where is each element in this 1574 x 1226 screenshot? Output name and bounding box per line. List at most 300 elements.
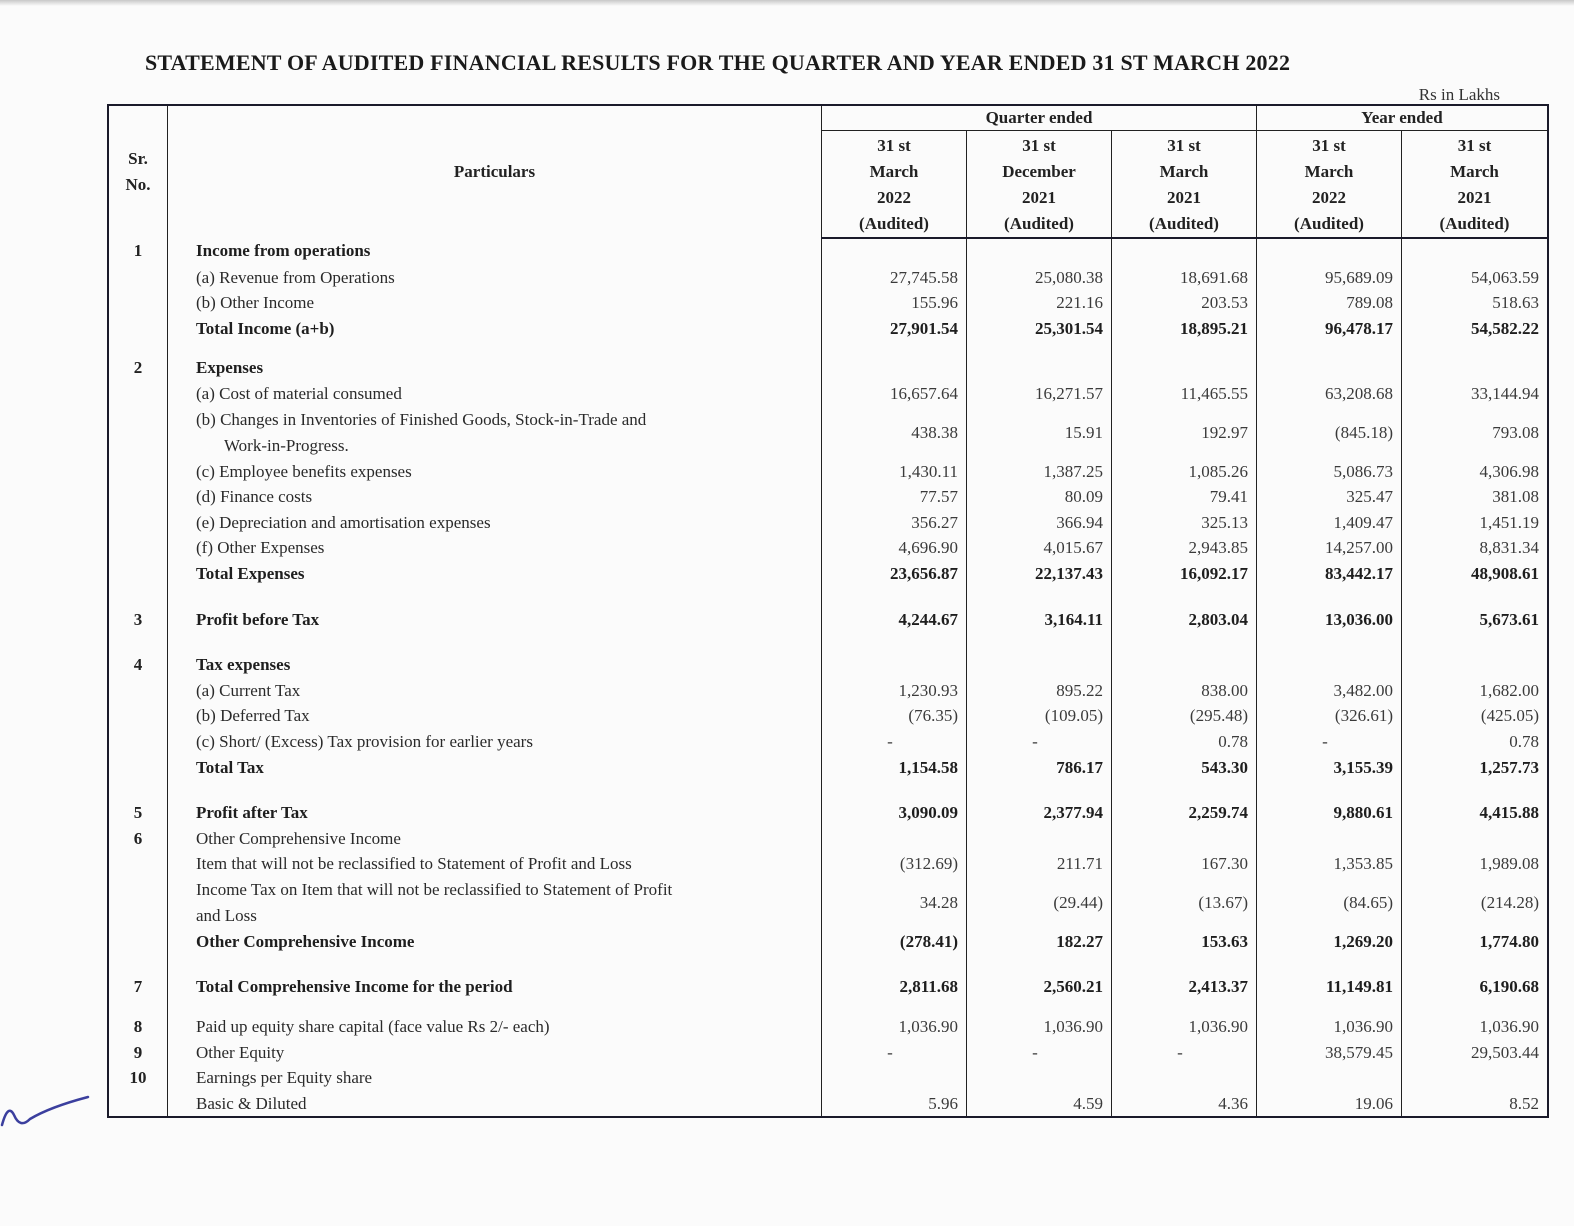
value-cell bbox=[822, 607, 967, 633]
value-cell bbox=[822, 238, 967, 265]
value-cell bbox=[822, 381, 967, 407]
value-cell bbox=[822, 1091, 967, 1118]
column-header-5 bbox=[1402, 131, 1549, 239]
table-row bbox=[108, 265, 1548, 291]
value-text: - bbox=[1177, 1042, 1183, 1062]
value-text: 4,015.67 bbox=[1043, 538, 1103, 558]
value-text: 16,092.17 bbox=[1180, 563, 1248, 583]
value-text: 4,696.90 bbox=[898, 538, 958, 558]
value-cell bbox=[822, 729, 967, 755]
column-header-line2: March bbox=[869, 162, 919, 181]
value-cell bbox=[1112, 484, 1257, 510]
particulars-text: (b) Deferred Tax bbox=[196, 706, 310, 726]
particulars-text: Total Tax bbox=[196, 757, 264, 777]
value-text: 3,090.09 bbox=[898, 803, 958, 823]
value-cell bbox=[822, 703, 967, 729]
value-cell bbox=[1402, 877, 1549, 929]
value-cell bbox=[1257, 355, 1402, 381]
value-text: 25,080.38 bbox=[1035, 267, 1103, 287]
value-text: 221.16 bbox=[1056, 293, 1103, 313]
table-row bbox=[108, 355, 1548, 381]
value-text: (425.05) bbox=[1480, 706, 1539, 726]
row-sr-no bbox=[108, 484, 168, 510]
value-text: 0.78 bbox=[1509, 731, 1539, 751]
particulars-text: Total Expenses bbox=[196, 563, 305, 583]
row-particulars bbox=[168, 800, 822, 826]
value-text: 23,656.87 bbox=[890, 563, 958, 583]
value-text: 1,430.11 bbox=[899, 461, 958, 481]
value-text: 5,673.61 bbox=[1479, 609, 1539, 629]
value-text: 22,137.43 bbox=[1035, 563, 1103, 583]
value-text: 381.08 bbox=[1492, 487, 1539, 507]
value-text: 29,503.44 bbox=[1471, 1042, 1539, 1062]
value-text: 80.09 bbox=[1064, 487, 1103, 507]
value-cell bbox=[1112, 678, 1257, 704]
signature-mark bbox=[0, 1085, 95, 1135]
row-sr-no bbox=[108, 535, 168, 561]
value-cell bbox=[1257, 826, 1402, 852]
value-cell bbox=[1257, 510, 1402, 536]
particulars-text: Paid up equity share capital (face value Rs 2/- each) bbox=[196, 1017, 550, 1037]
column-header-line4: (Audited) bbox=[1004, 214, 1074, 233]
value-cell bbox=[1402, 1065, 1549, 1091]
value-cell bbox=[1112, 929, 1257, 955]
value-cell bbox=[822, 929, 967, 955]
value-text: 1,036.90 bbox=[1043, 1017, 1103, 1037]
value-text: 2,413.37 bbox=[1188, 977, 1248, 997]
value-text: (295.48) bbox=[1189, 706, 1248, 726]
value-cell bbox=[822, 316, 967, 342]
value-cell bbox=[1257, 652, 1402, 678]
value-cell bbox=[967, 800, 1112, 826]
row-sr-no bbox=[108, 510, 168, 536]
table-row bbox=[108, 238, 1548, 265]
value-text: 192.97 bbox=[1201, 422, 1248, 442]
row-sr-no bbox=[108, 316, 168, 342]
column-header-line2: March bbox=[1450, 162, 1499, 181]
value-cell bbox=[1402, 238, 1549, 265]
value-cell bbox=[1112, 851, 1257, 877]
value-cell bbox=[1402, 459, 1549, 485]
value-text: 9,880.61 bbox=[1333, 803, 1393, 823]
particulars-text: (b) Other Income bbox=[196, 293, 315, 313]
value-text: 5.96 bbox=[928, 1093, 958, 1113]
value-text: 211.71 bbox=[1056, 854, 1103, 874]
value-text: - bbox=[1322, 731, 1328, 751]
row-sr-no: 7 bbox=[133, 977, 143, 997]
column-header-line3: 2021 bbox=[1457, 188, 1492, 207]
value-text: - bbox=[887, 731, 893, 751]
value-cell bbox=[967, 1014, 1112, 1040]
value-cell bbox=[967, 1065, 1112, 1091]
value-text: 18,895.21 bbox=[1180, 318, 1248, 338]
value-cell bbox=[1112, 459, 1257, 485]
value-cell bbox=[1257, 484, 1402, 510]
value-cell bbox=[1112, 265, 1257, 291]
value-cell bbox=[967, 238, 1112, 265]
spacer-row bbox=[108, 587, 1548, 607]
value-cell bbox=[967, 484, 1112, 510]
value-text: 2,377.94 bbox=[1043, 803, 1103, 823]
value-text: 8.52 bbox=[1509, 1093, 1539, 1113]
value-cell bbox=[1402, 729, 1549, 755]
value-cell bbox=[1402, 826, 1549, 852]
value-text: 155.96 bbox=[911, 293, 958, 313]
value-cell bbox=[1112, 1065, 1257, 1091]
value-text: 19.06 bbox=[1354, 1093, 1393, 1113]
header-group-year: Year ended bbox=[1257, 105, 1549, 131]
value-cell bbox=[1112, 1014, 1257, 1040]
table-row bbox=[108, 729, 1548, 755]
particulars-text: Income from operations bbox=[196, 241, 371, 260]
value-text: 1,774.80 bbox=[1479, 931, 1539, 951]
particulars-text: Other Equity bbox=[196, 1042, 285, 1062]
column-header-line1: 31 st bbox=[877, 136, 911, 155]
column-header-line4: (Audited) bbox=[859, 214, 929, 233]
value-cell bbox=[1257, 238, 1402, 265]
row-particulars bbox=[168, 484, 822, 510]
value-cell bbox=[1112, 316, 1257, 342]
value-cell bbox=[967, 510, 1112, 536]
row-sr-no: 6 bbox=[133, 828, 143, 848]
row-sr-no bbox=[108, 929, 168, 955]
header-group-quarter: Quarter ended bbox=[822, 105, 1257, 131]
row-sr-no bbox=[108, 265, 168, 291]
particulars-text: (c) Employee benefits expenses bbox=[196, 461, 412, 481]
value-text: 27,745.58 bbox=[890, 267, 958, 287]
row-sr-no: 8 bbox=[133, 1017, 143, 1037]
column-header-4 bbox=[1257, 131, 1402, 239]
row-particulars bbox=[168, 974, 822, 1000]
value-cell bbox=[822, 877, 967, 929]
value-text: 38,579.45 bbox=[1325, 1042, 1393, 1062]
row-particulars bbox=[168, 316, 822, 342]
value-text: 1,036.90 bbox=[1479, 1017, 1539, 1037]
value-cell bbox=[1402, 407, 1549, 459]
table-row bbox=[108, 510, 1548, 536]
value-cell bbox=[967, 355, 1112, 381]
value-cell bbox=[822, 407, 967, 459]
value-cell bbox=[967, 459, 1112, 485]
row-particulars bbox=[168, 535, 822, 561]
row-particulars bbox=[168, 678, 822, 704]
table-row bbox=[108, 1065, 1548, 1091]
value-cell bbox=[1257, 1040, 1402, 1066]
row-particulars bbox=[168, 1091, 822, 1118]
value-text: - bbox=[1032, 731, 1038, 751]
sr-no-label: Sr. No. bbox=[125, 149, 151, 194]
table-row bbox=[108, 607, 1548, 633]
value-text: 18,691.68 bbox=[1180, 267, 1248, 287]
value-cell bbox=[967, 316, 1112, 342]
value-text: 838.00 bbox=[1201, 680, 1248, 700]
value-cell bbox=[1402, 800, 1549, 826]
value-text: - bbox=[887, 1042, 893, 1062]
value-cell bbox=[1257, 800, 1402, 826]
value-text: 167.30 bbox=[1201, 854, 1248, 874]
value-text: (84.65) bbox=[1343, 892, 1393, 912]
particulars-text: (d) Finance costs bbox=[196, 487, 313, 507]
value-text: 14,257.00 bbox=[1325, 538, 1393, 558]
value-cell bbox=[1402, 755, 1549, 781]
row-particulars bbox=[168, 1040, 822, 1066]
row-particulars bbox=[168, 265, 822, 291]
value-cell bbox=[822, 1014, 967, 1040]
table-row bbox=[108, 561, 1548, 587]
value-text: 34.28 bbox=[919, 892, 958, 912]
value-text: 79.41 bbox=[1209, 487, 1248, 507]
value-cell bbox=[967, 265, 1112, 291]
value-text: 16,271.57 bbox=[1035, 383, 1103, 403]
particulars-text-continued: Work-in-Progress. bbox=[224, 435, 349, 455]
value-text: 789.08 bbox=[1346, 293, 1393, 313]
value-cell bbox=[1112, 238, 1257, 265]
value-cell bbox=[1112, 381, 1257, 407]
value-cell bbox=[1112, 877, 1257, 929]
value-text: (109.05) bbox=[1044, 706, 1103, 726]
table-row bbox=[108, 929, 1548, 955]
spacer-row bbox=[108, 954, 1548, 974]
value-text: 182.27 bbox=[1056, 931, 1103, 951]
value-cell bbox=[822, 290, 967, 316]
value-cell bbox=[822, 678, 967, 704]
particulars-text: Profit after Tax bbox=[196, 803, 308, 823]
column-header-line3: 2022 bbox=[1312, 188, 1346, 207]
value-cell bbox=[1257, 459, 1402, 485]
value-text: 0.78 bbox=[1218, 731, 1248, 751]
value-cell bbox=[1257, 407, 1402, 459]
value-text: 3,482.00 bbox=[1333, 680, 1393, 700]
value-text: (312.69) bbox=[899, 854, 958, 874]
value-text: 1,036.90 bbox=[898, 1017, 958, 1037]
value-cell bbox=[1112, 974, 1257, 1000]
value-cell bbox=[1402, 355, 1549, 381]
table-row bbox=[108, 1040, 1548, 1066]
value-text: 15.91 bbox=[1064, 422, 1103, 442]
value-text: 2,811.68 bbox=[899, 977, 958, 997]
value-cell bbox=[1257, 974, 1402, 1000]
value-text: (278.41) bbox=[899, 931, 958, 951]
table-row bbox=[108, 826, 1548, 852]
row-sr-no: 2 bbox=[133, 358, 143, 378]
column-header-line3: 2022 bbox=[877, 188, 911, 207]
value-cell bbox=[1402, 535, 1549, 561]
column-header-line4: (Audited) bbox=[1439, 214, 1510, 233]
table-row bbox=[108, 755, 1548, 781]
row-sr-no bbox=[108, 561, 168, 587]
value-text: 5,086.73 bbox=[1333, 461, 1393, 481]
value-text: (13.67) bbox=[1198, 892, 1248, 912]
value-text: 1,353.85 bbox=[1333, 854, 1393, 874]
row-sr-no bbox=[108, 1091, 168, 1118]
value-cell bbox=[1257, 381, 1402, 407]
row-sr-no bbox=[108, 851, 168, 877]
value-cell bbox=[1112, 1091, 1257, 1118]
value-text: 95,689.09 bbox=[1325, 267, 1393, 287]
table-row bbox=[108, 1091, 1548, 1118]
value-cell bbox=[1257, 1014, 1402, 1040]
value-text: 1,085.26 bbox=[1188, 461, 1248, 481]
value-text: 1,257.73 bbox=[1479, 757, 1539, 777]
value-cell bbox=[1257, 316, 1402, 342]
value-cell bbox=[1257, 755, 1402, 781]
row-particulars bbox=[168, 607, 822, 633]
value-text: 1,269.20 bbox=[1333, 931, 1393, 951]
value-cell bbox=[967, 678, 1112, 704]
spacer-row bbox=[108, 341, 1548, 355]
value-cell bbox=[1402, 652, 1549, 678]
value-cell bbox=[1112, 729, 1257, 755]
value-cell bbox=[822, 535, 967, 561]
table-row bbox=[108, 407, 1548, 459]
table-row bbox=[108, 703, 1548, 729]
value-text: 4,306.98 bbox=[1479, 461, 1539, 481]
particulars-text: Income Tax on Item that will not be reclassified to Statement of Profit bbox=[196, 879, 673, 899]
particulars-text-continued: and Loss bbox=[196, 905, 257, 925]
row-particulars bbox=[168, 561, 822, 587]
value-text: 2,259.74 bbox=[1188, 803, 1248, 823]
header-particulars bbox=[168, 105, 822, 238]
value-text: 16,657.64 bbox=[890, 383, 958, 403]
value-text: 11,465.55 bbox=[1180, 383, 1248, 403]
value-cell bbox=[1402, 290, 1549, 316]
statement-title: STATEMENT OF AUDITED FINANCIAL RESULTS FOR THE QUARTER AND YEAR ENDED 31 ST MARCH 2022 bbox=[145, 50, 1291, 75]
value-text: 1,387.25 bbox=[1043, 461, 1103, 481]
value-text: 54,582.22 bbox=[1471, 318, 1539, 338]
value-cell bbox=[967, 755, 1112, 781]
value-text: 4.36 bbox=[1218, 1093, 1248, 1113]
row-particulars bbox=[168, 407, 822, 459]
value-text: 13,036.00 bbox=[1325, 609, 1393, 629]
value-cell bbox=[822, 851, 967, 877]
value-cell bbox=[822, 484, 967, 510]
value-cell bbox=[822, 355, 967, 381]
value-cell bbox=[1257, 1091, 1402, 1118]
value-cell bbox=[822, 800, 967, 826]
row-particulars bbox=[168, 381, 822, 407]
particulars-text: Tax expenses bbox=[196, 655, 291, 675]
value-text: 83,442.17 bbox=[1325, 563, 1393, 583]
column-header-line1: 31 st bbox=[1312, 136, 1346, 155]
value-text: 4.59 bbox=[1073, 1093, 1103, 1113]
value-text: 366.94 bbox=[1056, 512, 1103, 532]
value-cell bbox=[822, 459, 967, 485]
value-cell bbox=[822, 974, 967, 1000]
column-header-line3: 2021 bbox=[1167, 188, 1201, 207]
table-row bbox=[108, 381, 1548, 407]
value-text: (326.61) bbox=[1334, 706, 1393, 726]
value-cell bbox=[1402, 678, 1549, 704]
row-sr-no: 1 bbox=[133, 241, 143, 260]
row-particulars bbox=[168, 729, 822, 755]
row-sr-no: 9 bbox=[133, 1042, 143, 1062]
value-cell bbox=[1402, 1014, 1549, 1040]
value-cell bbox=[967, 851, 1112, 877]
value-text: 1,989.08 bbox=[1479, 854, 1539, 874]
value-cell bbox=[1402, 1091, 1549, 1118]
row-sr-no bbox=[108, 407, 168, 459]
value-cell bbox=[967, 974, 1112, 1000]
value-cell bbox=[967, 381, 1112, 407]
value-text: 3,155.39 bbox=[1333, 757, 1393, 777]
value-text: 356.27 bbox=[911, 512, 958, 532]
particulars-text: (f) Other Expenses bbox=[196, 538, 325, 558]
particulars-text: (a) Revenue from Operations bbox=[196, 267, 395, 287]
row-particulars bbox=[168, 290, 822, 316]
value-cell bbox=[1112, 355, 1257, 381]
particulars-text: Item that will not be reclassified to Statement of Profit and Loss bbox=[196, 854, 632, 874]
table-row bbox=[108, 316, 1548, 342]
table-row bbox=[108, 877, 1548, 929]
row-sr-no: 5 bbox=[133, 803, 143, 823]
row-particulars bbox=[168, 877, 822, 929]
value-cell bbox=[967, 729, 1112, 755]
particulars-text: (c) Short/ (Excess) Tax provision for earlier years bbox=[196, 731, 533, 751]
particulars-text: Total Income (a+b) bbox=[196, 318, 335, 338]
row-particulars bbox=[168, 755, 822, 781]
value-cell bbox=[822, 755, 967, 781]
value-text: 438.38 bbox=[911, 422, 958, 442]
value-cell bbox=[1257, 929, 1402, 955]
row-sr-no bbox=[108, 755, 168, 781]
value-text: 1,230.93 bbox=[898, 680, 958, 700]
value-cell bbox=[1402, 265, 1549, 291]
value-text: 54,063.59 bbox=[1471, 267, 1539, 287]
value-cell bbox=[1112, 607, 1257, 633]
particulars-text: Profit before Tax bbox=[196, 609, 320, 629]
table-row bbox=[108, 652, 1548, 678]
value-cell bbox=[967, 1040, 1112, 1066]
row-particulars bbox=[168, 826, 822, 852]
particulars-text: (a) Current Tax bbox=[196, 680, 301, 700]
value-cell bbox=[967, 535, 1112, 561]
value-cell bbox=[1112, 510, 1257, 536]
row-sr-no: 3 bbox=[133, 609, 143, 629]
value-text: 895.22 bbox=[1056, 680, 1103, 700]
particulars-label: Particulars bbox=[453, 162, 536, 181]
value-text: 2,943.85 bbox=[1188, 538, 1248, 558]
value-cell bbox=[1112, 703, 1257, 729]
column-header-3 bbox=[1112, 131, 1257, 239]
table-row bbox=[108, 484, 1548, 510]
value-text: 77.57 bbox=[919, 487, 958, 507]
value-text: 2,560.21 bbox=[1043, 977, 1103, 997]
value-cell bbox=[822, 510, 967, 536]
value-cell bbox=[1112, 826, 1257, 852]
column-header-line1: 31 st bbox=[1022, 136, 1056, 155]
value-text: 6,190.68 bbox=[1479, 977, 1539, 997]
value-cell bbox=[1402, 484, 1549, 510]
row-sr-no: 4 bbox=[133, 655, 143, 675]
value-cell bbox=[967, 826, 1112, 852]
particulars-text: Other Comprehensive Income bbox=[196, 931, 415, 951]
table-row bbox=[108, 1014, 1548, 1040]
value-text: 518.63 bbox=[1492, 293, 1539, 313]
row-sr-no bbox=[108, 877, 168, 929]
value-text: 793.08 bbox=[1492, 422, 1539, 442]
value-text: 543.30 bbox=[1201, 757, 1248, 777]
row-sr-no bbox=[108, 290, 168, 316]
value-text: (845.18) bbox=[1334, 422, 1393, 442]
value-text: 11,149.81 bbox=[1325, 977, 1393, 997]
value-cell bbox=[822, 265, 967, 291]
value-cell bbox=[1402, 607, 1549, 633]
row-particulars bbox=[168, 703, 822, 729]
value-cell bbox=[967, 407, 1112, 459]
value-text: (214.28) bbox=[1480, 892, 1539, 912]
value-cell bbox=[1112, 755, 1257, 781]
column-header-line2: March bbox=[1304, 162, 1354, 181]
